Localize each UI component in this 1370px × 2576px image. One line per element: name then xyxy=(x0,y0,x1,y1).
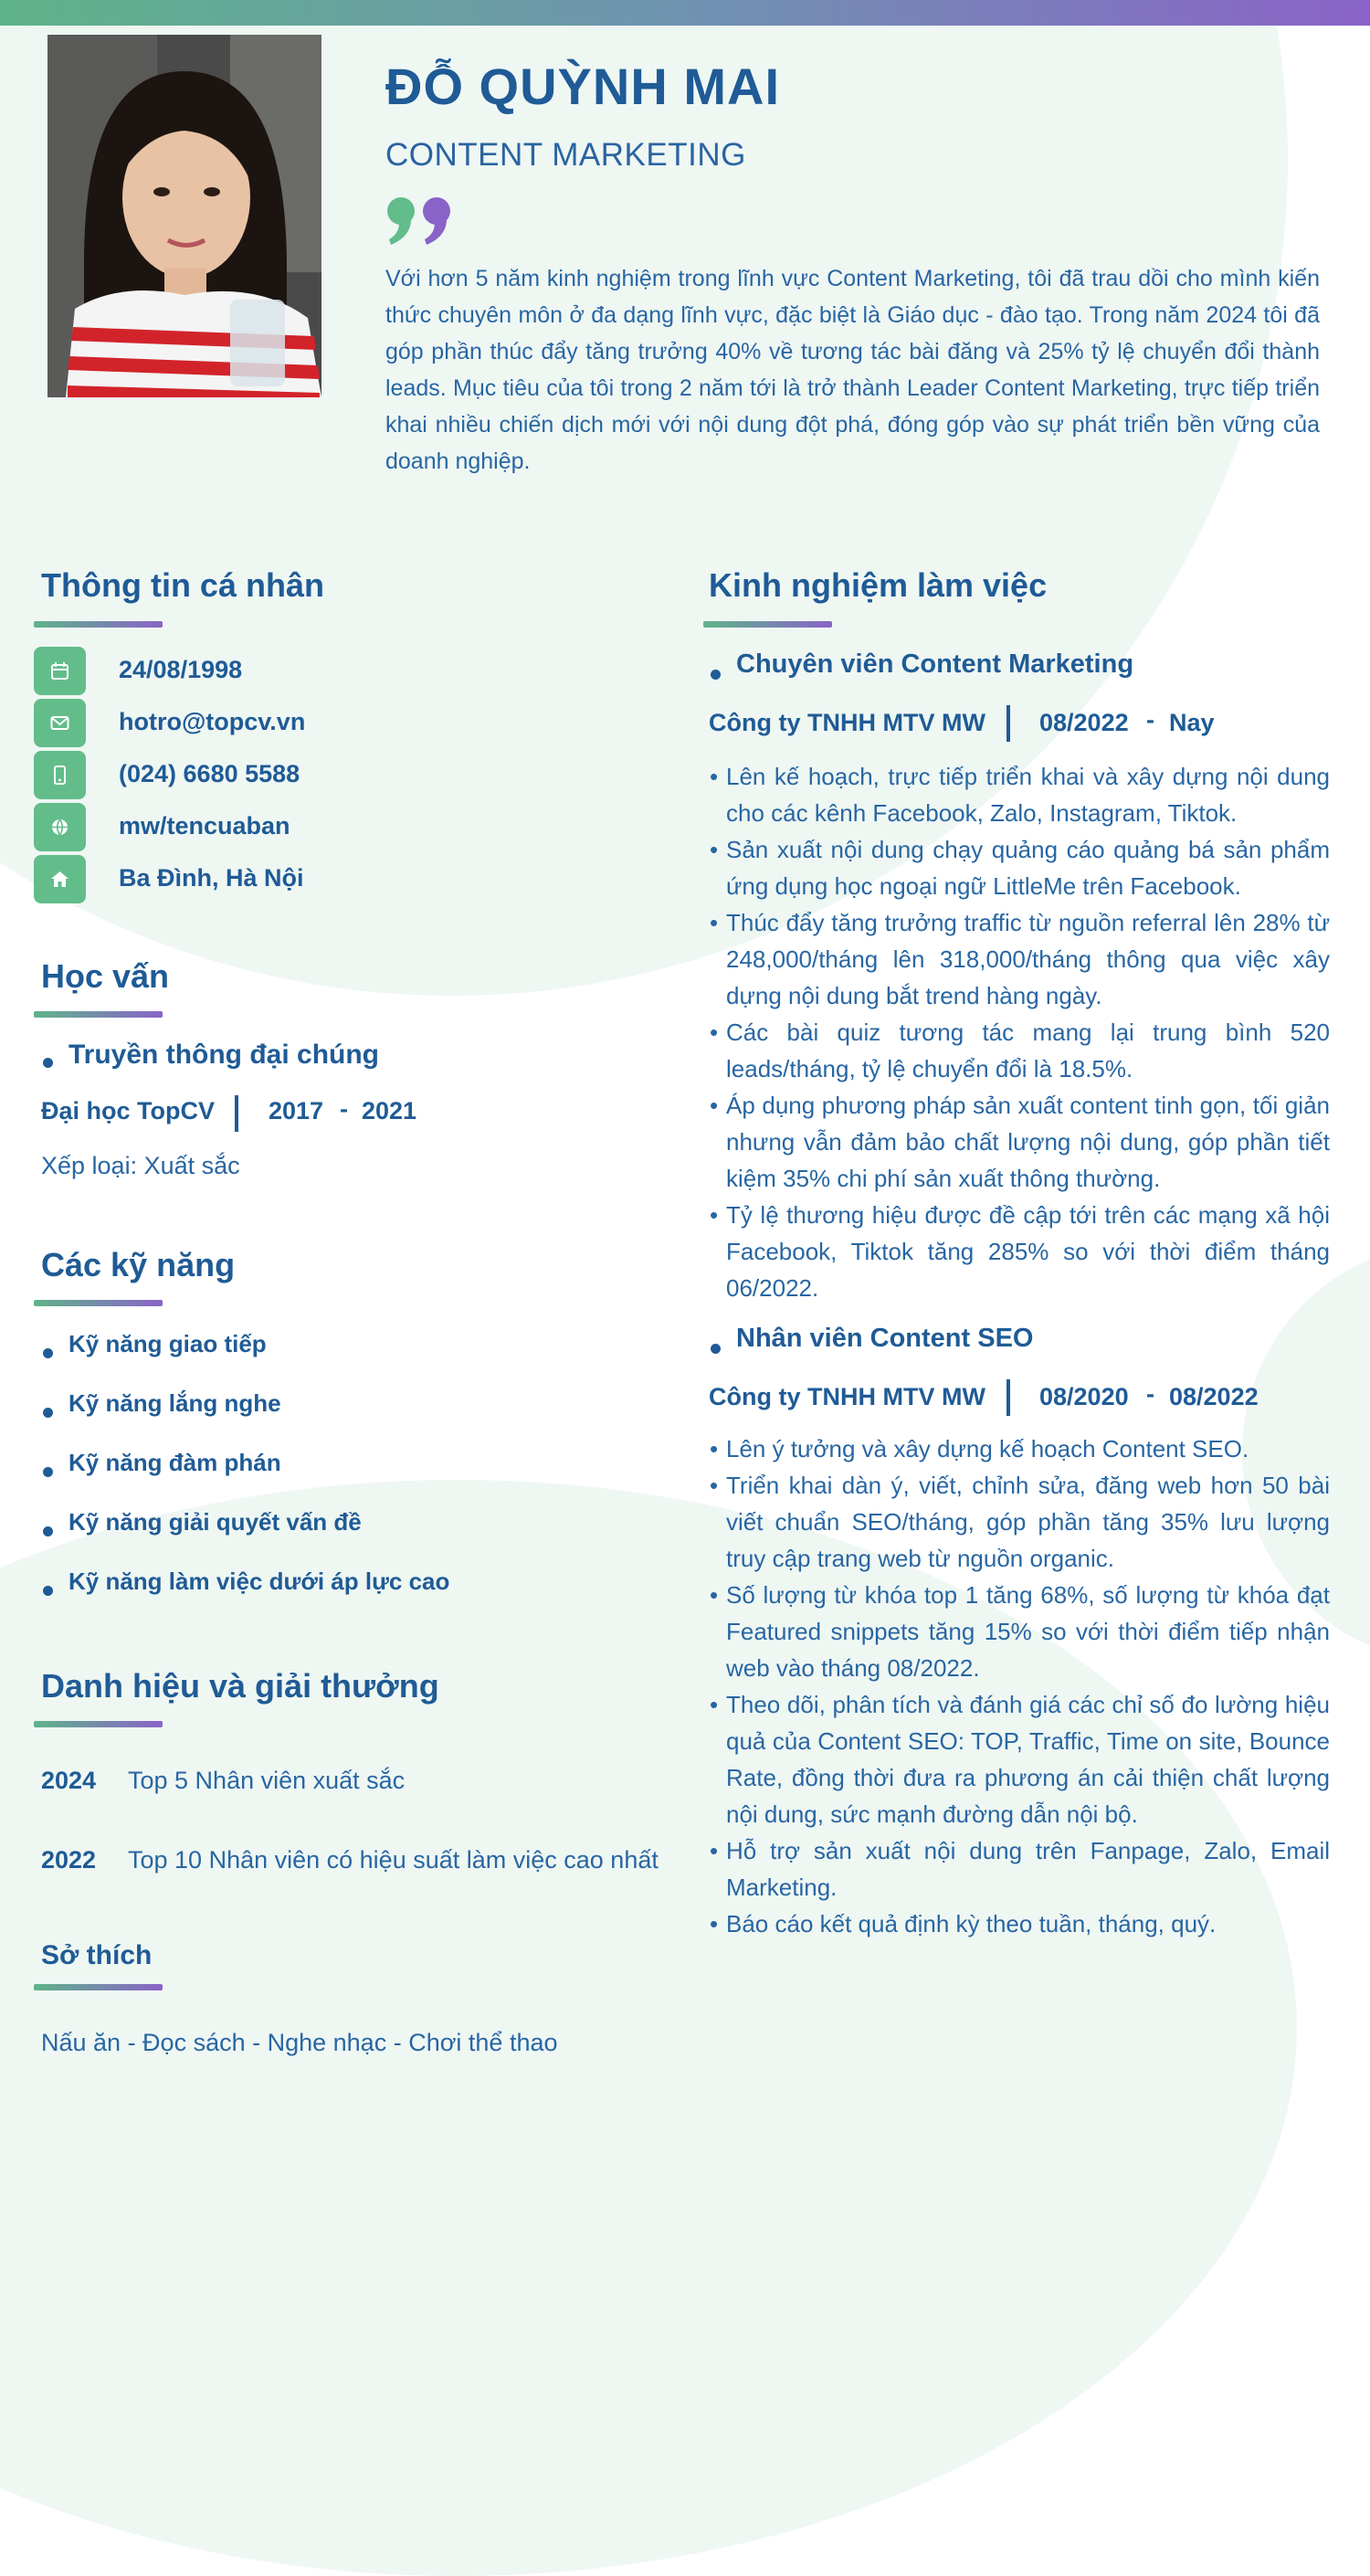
award-text: Top 10 Nhân viên có hiệu suất làm việc cao nhất xyxy=(128,1846,659,1874)
job-bullet: • Theo dõi, phân tích và đánh giá các chỉ số đo lường hiệu quả của Content SEO: TOP, Traffic, Time on site, Bounce Rate, đồng thời đưa ra phương án cải thiện chất lượng nội dung, sức mạnh đường dẫn nội bộ. xyxy=(726,1686,1330,1832)
skill-item: Kỹ năng làm việc dưới áp lực cao xyxy=(68,1568,450,1595)
job-end: Nay xyxy=(1169,709,1215,736)
date-dash: - xyxy=(1146,706,1154,734)
education-major: Truyền thông đại chúng xyxy=(68,1040,379,1070)
award-text: Top 5 Nhân viên xuất sắc xyxy=(128,1767,406,1794)
job-bullet: • Lên ý tưởng và xây dựng kế hoạch Content SEO. xyxy=(726,1431,1330,1467)
education-school: Đại học TopCV xyxy=(41,1097,216,1124)
job-bullet-list xyxy=(726,758,1330,1306)
contact-icon-tile xyxy=(34,803,86,851)
skills-title: Các kỹ năng xyxy=(41,1246,236,1283)
profile-summary: Với hơn 5 năm kinh nghiệm trong lĩnh vực Content Marketing, tôi đã trau dồi cho mình kiến thức chuyên môn ở đa dạng lĩnh vực, đặc biệt là Giáo dục - đào tạo. Trong năm 2024 tôi đã góp phần thúc đẩy tăng trưởng 40% về tương tác bài đăng và 25% tỷ lệ chuyển đổi thành leads. Mục tiêu của tôi trong 2 năm tới là trở thành Leader Content Marketing, trực tiếp triển khai nhiều chiến dịch mới với nội dung đột phá, đóng góp vào sự phát triển bền vững của doanh nghiệp. xyxy=(385,266,1320,474)
personal-info-title: Thông tin cá nhân xyxy=(41,566,324,604)
skill-item: Kỹ năng đàm phán xyxy=(68,1449,281,1476)
globe-icon xyxy=(50,818,69,837)
email[interactable]: hotro@topcv.vn xyxy=(119,708,306,735)
vertical-separator xyxy=(235,1095,238,1132)
profile-photo xyxy=(47,35,321,397)
education-grade: Xếp loại: Xuất sắc xyxy=(41,1152,240,1179)
job-bullet: • Lên kế hoạch, trực tiếp triển khai và xây dựng nội dung cho các kênh Facebook, Zalo, Instagram, Tiktok. xyxy=(726,758,1330,831)
section-underline xyxy=(703,621,832,628)
date-dash: - xyxy=(340,1095,348,1123)
job-bullet: • Tỷ lệ thương hiệu được đề cập tới trên các mạng xã hội Facebook, Tiktok tăng 285% so với thời điểm tháng 06/2022. xyxy=(726,1197,1330,1306)
vertical-separator xyxy=(1006,705,1010,742)
home-icon xyxy=(50,870,69,889)
bullet-dot xyxy=(43,1348,53,1358)
bullet-dot xyxy=(43,1467,53,1477)
experience-title: Kinh nghiệm làm việc xyxy=(709,566,1048,604)
section-underline xyxy=(34,621,163,628)
job-bullet-list xyxy=(726,1431,1330,1942)
education-end: 2021 xyxy=(362,1097,417,1124)
mail-icon xyxy=(50,713,69,733)
calendar-icon xyxy=(50,661,69,681)
award-year: 2022 xyxy=(41,1846,97,1874)
bullet-dot xyxy=(43,1526,53,1536)
skill-item: Kỹ năng lắng nghe xyxy=(68,1389,281,1417)
website[interactable]: mw/tencuaban xyxy=(119,812,290,839)
bullet-dot xyxy=(711,1344,721,1354)
contact-icon-tile xyxy=(34,751,86,799)
phone-icon xyxy=(50,765,69,785)
bullet-dot xyxy=(43,1058,53,1068)
contact-icon-tile xyxy=(34,699,86,747)
hobbies-title: Sở thích xyxy=(41,1940,153,1970)
job-bullet: • Áp dụng phương pháp sản xuất content tinh gọn, tối giản nhưng vẫn đảm bảo chất lượng nội dung, góp phần tiết kiệm 35% chi phí sản xuất thông thường. xyxy=(726,1087,1330,1197)
top-gradient-bar xyxy=(0,0,1370,26)
vertical-separator xyxy=(1006,1379,1010,1416)
birthday: 24/08/1998 xyxy=(119,656,243,683)
job-bullet: • Số lượng từ khóa top 1 tăng 68%, số lượng từ khóa đạt Featured snippets tăng 15% so với thời điểm tiếp nhận web vào tháng 08/2022. xyxy=(726,1577,1330,1686)
bullet-dot xyxy=(43,1586,53,1596)
job-bullet: • Sản xuất nội dung chạy quảng cáo quảng bá sản phẩm ứng dụng học ngoại ngữ LittleMe trên Facebook. xyxy=(726,831,1330,904)
skill-item: Kỹ năng giao tiếp xyxy=(68,1330,267,1357)
job-position: Chuyên viên Content Marketing xyxy=(736,649,1134,679)
job-bullet: • Các bài quiz tương tác mang lại trung bình 520 leads/tháng, tỷ lệ chuyển đổi là 18.5%. xyxy=(726,1014,1330,1087)
job-start: 08/2022 xyxy=(1039,709,1129,736)
job-bullet: • Thúc đẩy tăng trưởng traffic từ nguồn referral lên 28% từ 248,000/tháng lên 318,000/tháng thông qua việc xây dựng nội dung bắt trend hàng ngày. xyxy=(726,904,1330,1014)
bullet-dot xyxy=(711,670,721,680)
phone[interactable]: (024) 6680 5588 xyxy=(119,760,300,787)
skill-item: Kỹ năng giải quyết vấn đề xyxy=(68,1508,362,1536)
contact-icon-tile xyxy=(34,855,86,903)
awards-title: Danh hiệu và giải thưởng xyxy=(41,1667,439,1705)
job-bullet: • Báo cáo kết quả định kỳ theo tuần, tháng, quý. xyxy=(726,1906,1330,1942)
section-underline xyxy=(34,1011,163,1018)
section-underline xyxy=(34,1984,163,1990)
job-position: Nhân viên Content SEO xyxy=(736,1324,1034,1353)
contact-icon-tile xyxy=(34,647,86,695)
education-start: 2017 xyxy=(269,1097,324,1124)
job-start: 08/2020 xyxy=(1039,1383,1129,1410)
job-bullet: • Triển khai dàn ý, viết, chỉnh sửa, đăng web hơn 50 bài viết chuẩn SEO/tháng, góp phần tăng 35% lưu lượng truy cập trang web từ nguồn organic. xyxy=(726,1467,1330,1577)
award-year: 2024 xyxy=(41,1767,97,1794)
section-underline xyxy=(34,1721,163,1727)
address: Ba Đình, Hà Nội xyxy=(119,864,304,892)
job-bullet: • Hỗ trợ sản xuất nội dung trên Fanpage, Zalo, Email Marketing. xyxy=(726,1832,1330,1906)
education-title: Học vấn xyxy=(41,957,170,995)
job-company: Công ty TNHH MTV MW xyxy=(709,1383,985,1410)
job-company: Công ty TNHH MTV MW xyxy=(709,709,985,736)
candidate-role: CONTENT MARKETING xyxy=(385,137,746,173)
date-dash: - xyxy=(1146,1380,1154,1408)
quote-icon xyxy=(385,195,457,247)
bullet-dot xyxy=(43,1408,53,1418)
job-end: 08/2022 xyxy=(1169,1383,1259,1410)
hobbies-text: Nấu ăn - Đọc sách - Nghe nhạc - Chơi thể thao xyxy=(41,2029,558,2056)
candidate-name: ĐỖ QUỲNH MAI xyxy=(385,58,780,115)
section-underline xyxy=(34,1300,163,1306)
